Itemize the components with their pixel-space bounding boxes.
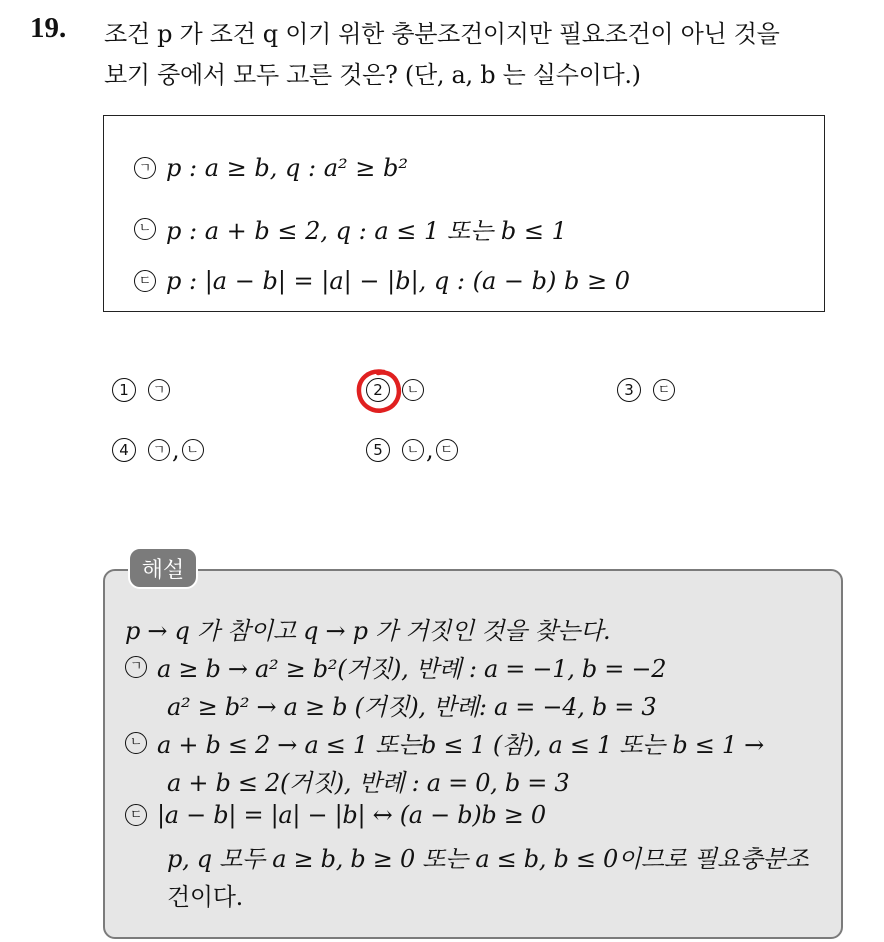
- red-circle-stroke: [359, 372, 399, 411]
- choice-separator: ,: [426, 436, 434, 464]
- circled-giyeok-mark: ㄱ: [125, 656, 147, 678]
- choice-1[interactable]: [112, 378, 170, 402]
- solution-text: a ≥ b → a² ≥ b²(거짓), 반례 : a = −1, b = −2: [157, 655, 667, 683]
- condition-text: p : a + b ≤ 2, q : a ≤ 1 또는 b ≤ 1: [166, 217, 567, 245]
- question-number: 19.: [30, 12, 67, 44]
- circled-digeut-mark: ㄷ: [125, 804, 147, 826]
- conditions-box: [103, 115, 825, 312]
- solution-box: [103, 569, 843, 939]
- solution-line-7: [167, 839, 808, 874]
- solution-text: 건이다.: [167, 883, 243, 911]
- solution-tag: 해설: [128, 547, 198, 589]
- condition-item-1: [134, 154, 408, 182]
- choice-number: 5: [366, 438, 390, 462]
- circled-giyeok-mark: ㄱ: [148, 439, 170, 461]
- solution-text: p, q 모두 a ≥ b, b ≥ 0 또는 a ≤ b, b ≤ 0이므로 필요충분조: [167, 845, 809, 873]
- circled-nieun-mark: ㄴ: [125, 732, 147, 754]
- circled-nieun-mark: ㄴ: [402, 439, 424, 461]
- circled-giyeok-mark: ㄱ: [134, 157, 156, 179]
- choice-number: 3: [617, 378, 641, 402]
- condition-item-2: [134, 211, 567, 246]
- solution-line-6: [125, 801, 546, 829]
- solution-line-2: [125, 649, 666, 684]
- circled-nieun-mark: ㄴ: [182, 439, 204, 461]
- solution-line-5: [167, 763, 569, 798]
- selected-answer-marker: [354, 366, 404, 416]
- condition-text: p : a ≥ b, q : a² ≥ b²: [166, 154, 408, 182]
- solution-text: a² ≥ b² → a ≥ b (거짓), 반례: a = −4, b = 3: [167, 693, 657, 721]
- choice-3[interactable]: [617, 378, 675, 402]
- choice-separator: ,: [172, 436, 180, 464]
- solution-line-4: [125, 725, 764, 760]
- choice-number: 4: [112, 438, 136, 462]
- circled-digeut-mark: ㄷ: [436, 439, 458, 461]
- choice-5[interactable]: [366, 436, 458, 464]
- question-text-line-2: 보기 중에서 모두 고른 것은? (단, a, b 는 실수이다.): [104, 61, 641, 89]
- choice-4[interactable]: [112, 436, 204, 464]
- circled-digeut-mark: ㄷ: [134, 270, 156, 292]
- condition-text: p : |a − b| = |a| − |b|, q : (a − b) b ≥ 0: [166, 267, 631, 295]
- solution-line-1: [125, 611, 610, 646]
- solution-text: a + b ≤ 2(거짓), 반례 : a = 0, b = 3: [167, 769, 570, 797]
- circled-nieun-mark: ㄴ: [134, 218, 156, 240]
- choice-number: 1: [112, 378, 136, 402]
- solution-line-8: [167, 877, 243, 912]
- circled-nieun-mark: ㄴ: [402, 379, 424, 401]
- solution-text: p → q 가 참이고 q → p 가 거짓인 것을 찾는다.: [125, 617, 611, 645]
- solution-text: a + b ≤ 2 → a ≤ 1 또는b ≤ 1 (참), a ≤ 1 또는 b ≤ 1 →: [157, 731, 764, 759]
- choice-number: 2: [366, 378, 390, 402]
- solution-line-3: [167, 687, 656, 722]
- circled-giyeok-mark: ㄱ: [148, 379, 170, 401]
- circled-digeut-mark: ㄷ: [653, 379, 675, 401]
- question-text-line-1: 조건 p 가 조건 q 이기 위한 충분조건이지만 필요조건이 아닌 것을: [104, 20, 780, 48]
- solution-text: |a − b| = |a| − |b| ↔ (a − b)b ≥ 0: [157, 801, 546, 829]
- condition-item-3: [134, 267, 630, 295]
